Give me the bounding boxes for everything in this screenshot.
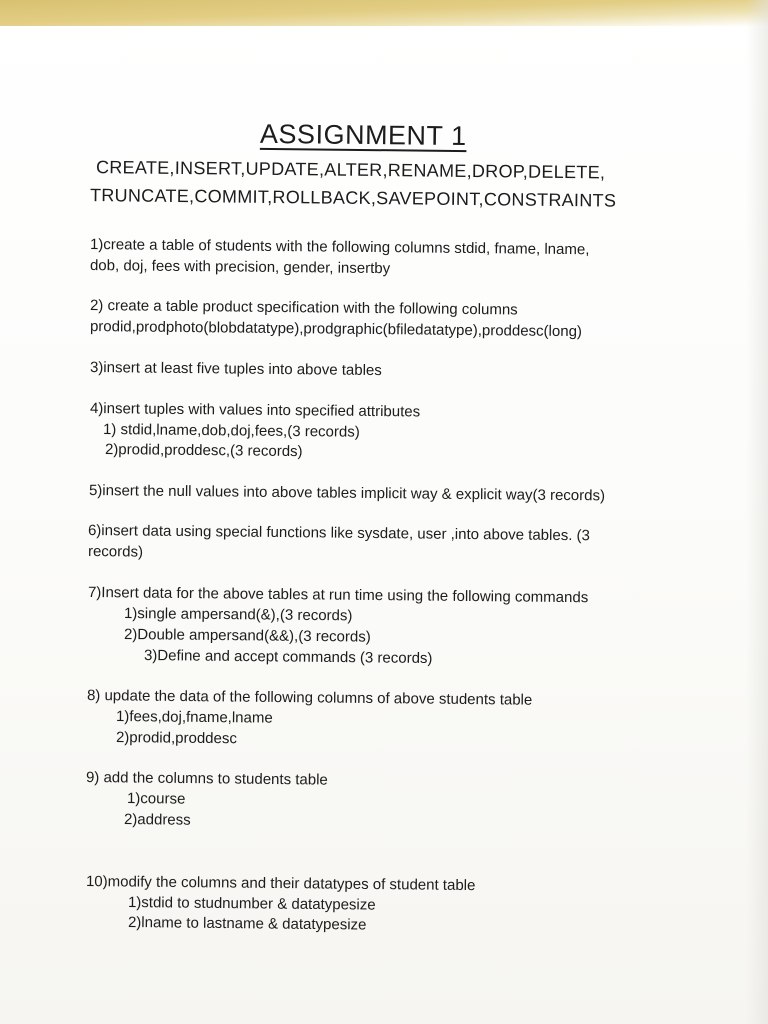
question-7-item-1: 1)single ampersand(&),(3 records) [123,605,353,625]
question-10-item-1: 1)stdid to studnumber & datatypesize [127,894,376,914]
paper-top-edge [0,0,768,26]
question-1-line-2: dob, doj, fees with precision, gender, insertby [89,257,391,278]
question-10-item-2: 2)lname to lastname & datatypesize [127,914,367,934]
question-6-line-2: records) [87,543,144,561]
question-8-item-2: 2)prodid,proddesc [115,729,238,748]
question-7-line-1: 7)Insert data for the above tables at run time using the following commands [87,584,589,607]
question-2-line-1: 2) create a table product specification with the following columns [89,297,518,319]
subtitle-line-2: TRUNCATE,COMMIT,ROLLBACK,SAVEPOINT,CONSTRAINTS [89,185,617,211]
question-7-item-3: 3)Define and accept commands (3 records) [143,647,433,668]
question-1-line-1: 1)create a table of students with the following columns stdid, fname, lname, [89,236,590,259]
question-4-line-1: 4)insert tuples with values into specified attributes [89,400,421,421]
question-2-line-2: prodid,prodphoto(blobdatatype),prodgraphic(bfiledatatype),proddesc(long) [89,318,583,341]
question-4-item-1: 1) stdid,lname,dob,doj,fees,(3 records) [102,421,360,441]
question-10-line-1: 10)modify the columns and their datatypes of student table [85,873,476,895]
question-4-item-2: 2)prodid,proddesc,(3 records) [104,441,303,461]
question-9-line-1: 9) add the columns to students table [85,769,328,789]
question-7-item-2: 2)Double ampersand(&&),(3 records) [123,626,371,646]
question-3-line-1: 3)insert at least five tuples into above tables [89,359,382,380]
question-8-item-1: 1)fees,doj,fname,lname [115,708,273,727]
question-9-item-2: 2)address [123,811,191,829]
question-6-line-1: 6)insert data using special functions like sysdate, user ,into above tables. (3 [87,522,591,545]
question-9-item-1: 1)course [126,790,186,808]
paper-shadow [746,0,768,1024]
subtitle-line-1: CREATE,INSERT,UPDATE,ALTER,RENAME,DROP,DELETE, [95,157,606,183]
question-8-line-1: 8) update the data of the following columns of above students table [86,687,533,709]
question-5-line-1: 5)insert the null values into above tables implicit way & explicit way(3 records) [88,482,606,505]
page-title: ASSIGNMENT 1 [259,118,467,152]
